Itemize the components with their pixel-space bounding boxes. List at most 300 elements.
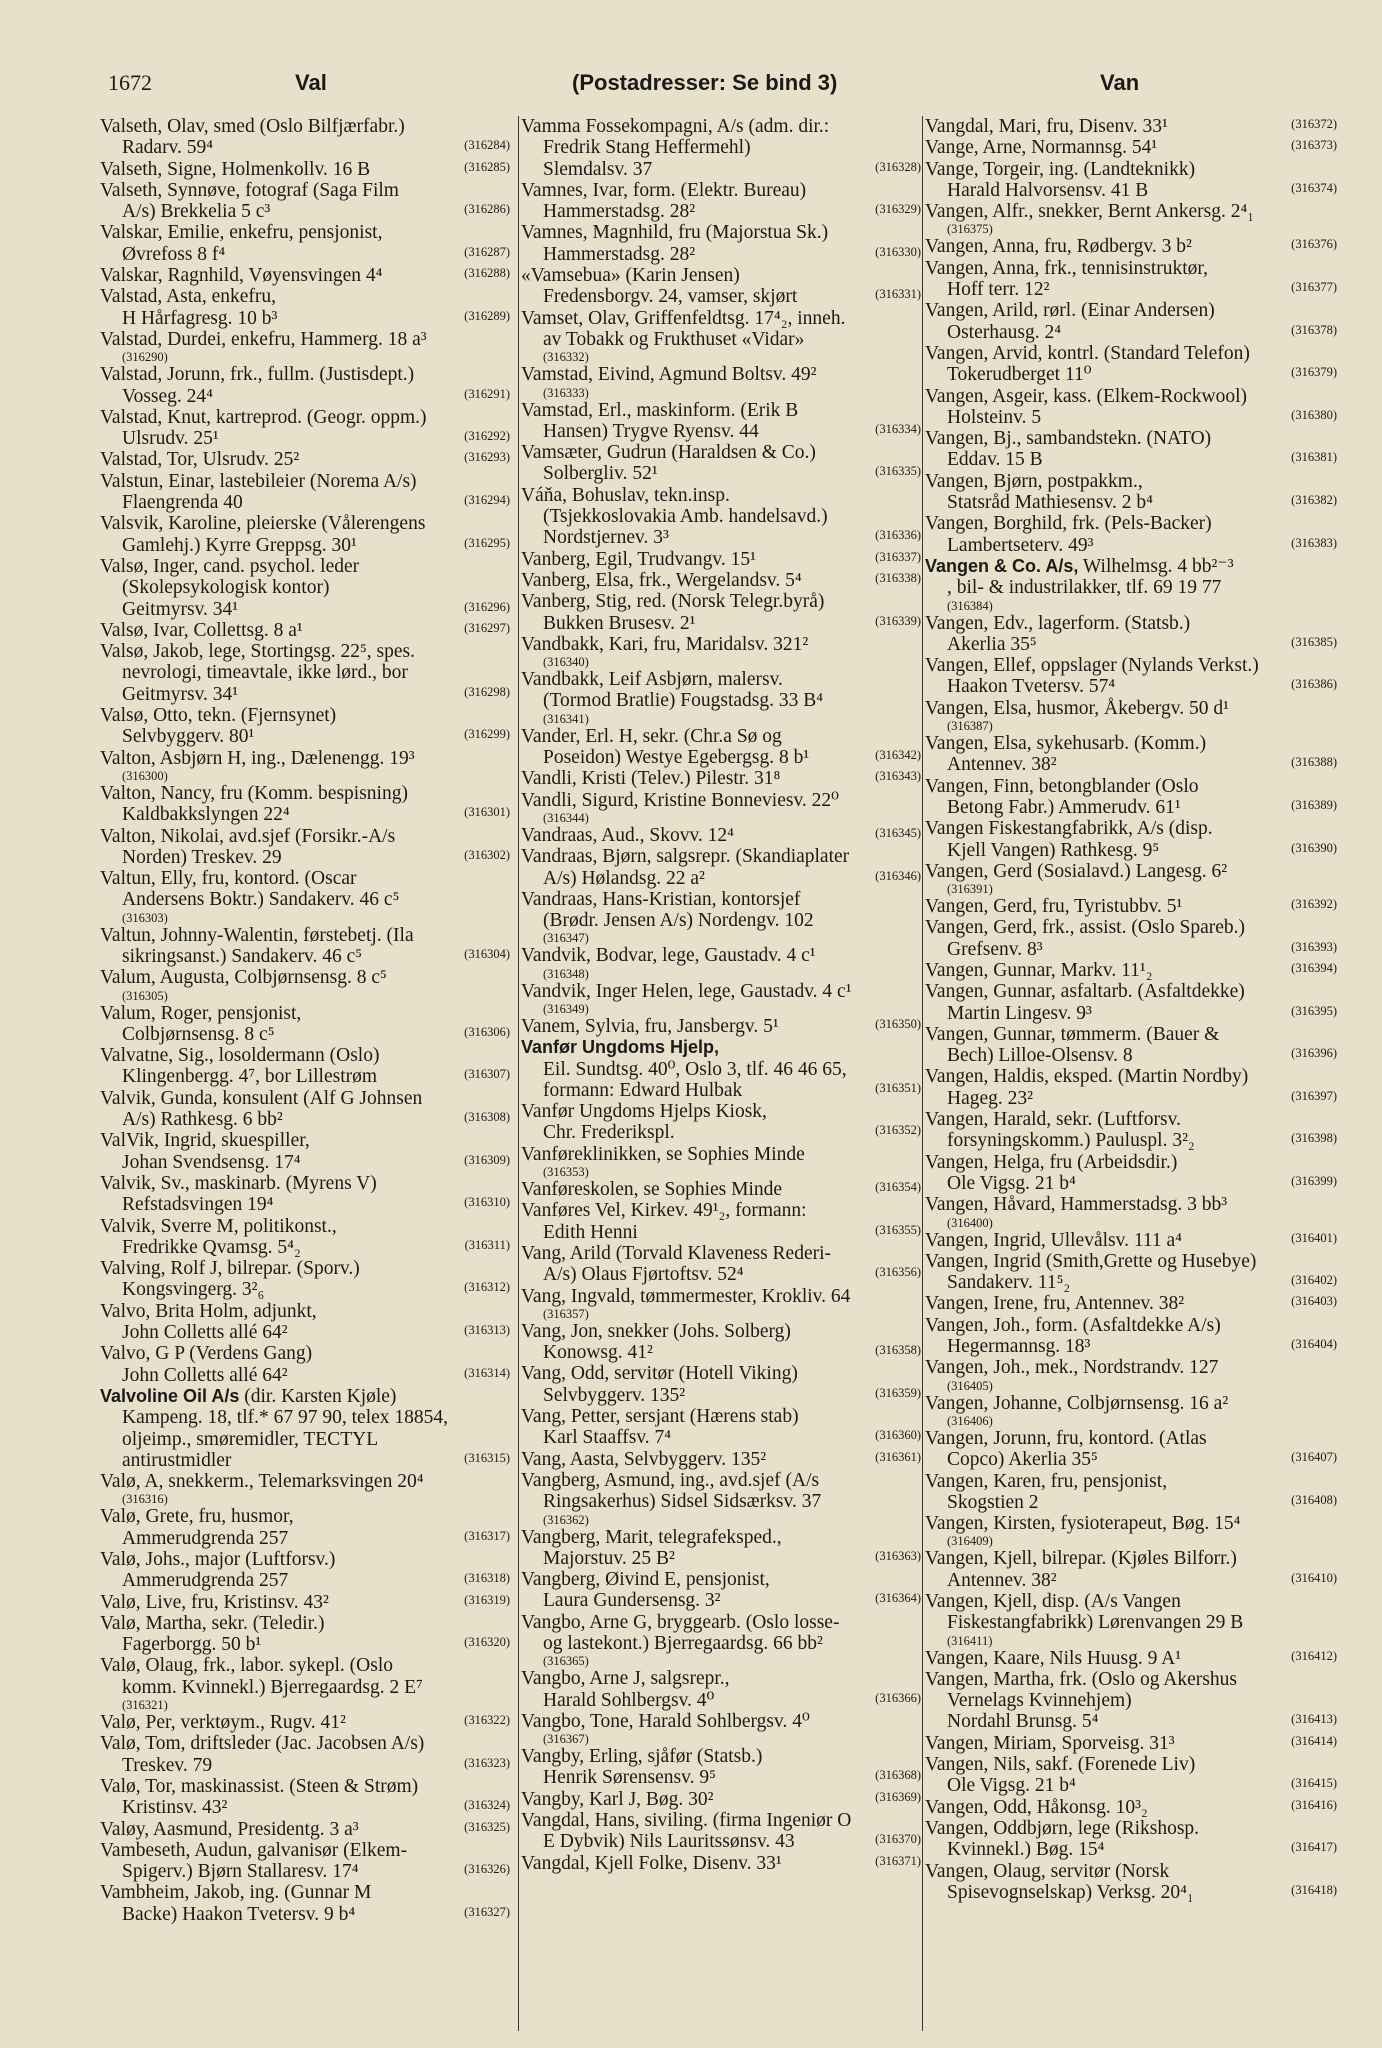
directory-entry <box>925 1251 1339 1294</box>
entry-line: E Dybvik) Nils Lauritssønsv. 43 <box>543 1831 795 1853</box>
entry-line: Martin Lingesv. 9³ <box>947 1002 1092 1024</box>
entry-line: Vamsæter, Gudrun (Haraldsen & Co.) <box>521 442 816 464</box>
entry-phone-number: (316322) <box>464 1713 510 1728</box>
directory-entry <box>100 1045 512 1088</box>
entry-line: Vangen, Ingrid (Smith,Grette og Husebye) <box>925 1250 1257 1272</box>
directory-entry <box>100 783 512 826</box>
entry-line: Vangen, Elsa, sykehusarb. (Komm.) <box>925 733 1207 755</box>
entry-line: Vangen, Irene, fru, Antennev. 38² <box>925 1293 1185 1315</box>
entry-line: Valvik, Sverre M, politikonst., <box>100 1215 337 1237</box>
entry-line: Vernelags Kvinnehjem) <box>947 1690 1132 1712</box>
entry-line: Valseth, Signe, Holmenkollv. 16 B <box>100 158 371 180</box>
directory-entry <box>100 1613 512 1656</box>
entry-phone-number: (316315) <box>464 1450 510 1465</box>
entry-phone-number: (316284) <box>464 138 510 153</box>
directory-entry <box>925 116 1339 137</box>
directory-entry <box>100 329 512 364</box>
directory-entry <box>100 1549 512 1592</box>
entry-line: Vandbakk, Leif Asbjørn, malersv. <box>521 669 783 691</box>
directory-entry <box>521 846 923 889</box>
entry-phone-number: (316364) <box>875 1591 921 1606</box>
directory-entry <box>100 1216 512 1259</box>
entry-phone-number: (316415) <box>1291 1776 1337 1791</box>
entry-phone-number: (316328) <box>875 159 921 174</box>
entry-phone-number: (316298) <box>464 684 510 699</box>
entry-phone-number: (316295) <box>464 535 510 550</box>
entry-phone-number: (316291) <box>464 386 510 401</box>
directory-entry <box>925 236 1339 257</box>
entry-phone-number: (316393) <box>1291 939 1337 954</box>
entry-line: Valø, Tom, driftsleder (Jac. Jacobsen A/s) <box>100 1733 425 1755</box>
entry-phone-number: (316372) <box>1291 117 1337 131</box>
entry-phone-number: (316376) <box>1291 237 1337 252</box>
page-number: 1672 <box>108 70 152 95</box>
entry-phone-number: (316352) <box>875 1123 921 1138</box>
entry-line: forsyningskomm.) Pauluspl. 3²₂ <box>947 1130 1195 1152</box>
directory-entry <box>100 1655 512 1712</box>
directory-entry <box>100 1733 512 1776</box>
entry-line: Valstun, Einar, lastebileier (Norema A/s) <box>100 470 417 492</box>
directory-entry <box>925 698 1339 733</box>
entry-phone-number: (316369) <box>875 1789 921 1804</box>
directory-entry <box>925 1194 1339 1229</box>
entry-line: Fredrikke Qvamsg. 5⁴₂ <box>122 1236 301 1258</box>
entry-line: Valsø, Ivar, Collettsg. 8 a¹ <box>100 619 303 641</box>
entry-line: John Colletts allé 64² <box>122 1322 288 1344</box>
entry-phone-number: (316297) <box>464 620 510 635</box>
entry-phone-number: (316363) <box>875 1548 921 1563</box>
entry-phone-number: (316321) <box>122 1698 168 1713</box>
entry-phone-number: (316385) <box>1291 634 1337 649</box>
entry-line: Vangen, Gerd (Sosialavd.) Langesg. 6² <box>925 860 1228 882</box>
entry-line: «Vamsebua» (Karin Jensen) <box>521 265 740 287</box>
entry-phone-number: (316417) <box>1291 1840 1337 1855</box>
entry-line: Vangen, Helga, fru (Arbeidsdir.) <box>925 1151 1178 1173</box>
entry-line: A/s) Olaus Fjørtoftsv. 52⁴ <box>543 1264 744 1286</box>
entry-line: Vangen, Edv., lagerform. (Statsb.) <box>925 612 1191 634</box>
directory-entry <box>925 861 1339 896</box>
entry-line: Hageg. 23² <box>947 1087 1033 1109</box>
entry-phone-number: (316348) <box>543 966 589 981</box>
directory-entry <box>521 591 923 634</box>
entry-line: Ammerudgrenda 257 <box>122 1527 289 1549</box>
entry-line: Valø, Grete, fru, husmor, <box>100 1506 294 1528</box>
entry-phone-number: (316378) <box>1291 322 1337 337</box>
entry-line: Vang, Arild (Torvald Klaveness Rederi- <box>521 1242 832 1264</box>
entry-line: sikringsanst.) Sandakerv. 46 c⁵ <box>122 945 363 967</box>
entry-line: Vangen, Jorunn, fru, kontord. (Atlas <box>925 1427 1207 1449</box>
entry-line: Vangen, Joh., form. (Asfaltdekke A/s) <box>925 1314 1221 1336</box>
entry-phone-number: (316311) <box>464 1237 510 1252</box>
entry-phone-number: (316398) <box>1291 1131 1337 1146</box>
entry-line: Vanberg, Stig, red. (Norsk Telegr.byrå) <box>521 591 825 613</box>
entry-phone-number: (316343) <box>875 769 921 784</box>
directory-entry <box>100 1130 512 1173</box>
directory-entry <box>100 620 512 641</box>
entry-line: Vamstad, Erl., maskinform. (Erik B <box>521 399 799 421</box>
entry-line: Hoff terr. 12² <box>947 279 1050 301</box>
directory-entry <box>925 613 1339 656</box>
entry-line: A/s) Rathkesg. 6 bb² <box>122 1109 283 1131</box>
directory-entry <box>521 669 923 726</box>
entry-line: Ulsrudv. 25¹ <box>122 428 219 450</box>
directory-entry <box>925 201 1339 236</box>
entry-phone-number: (316333) <box>543 385 589 400</box>
entry-phone-number: (316323) <box>464 1755 510 1770</box>
directory-entry <box>521 180 923 223</box>
directory-entry <box>100 449 512 470</box>
entry-phone-number: (316314) <box>464 1365 510 1380</box>
entry-phone-number: (316406) <box>947 1413 993 1428</box>
directory-entry <box>925 1066 1339 1109</box>
entry-line: Vanberg, Elsa, frk., Wergelandsv. 5⁴ <box>521 569 802 591</box>
directory-entry <box>925 896 1339 917</box>
directory-entry <box>100 826 512 869</box>
directory-entry <box>925 1648 1339 1669</box>
entry-line: Nordahl Brunsg. 5⁴ <box>947 1711 1099 1733</box>
entry-phone-number: (316293) <box>464 450 510 465</box>
entry-phone-number: (316289) <box>464 308 510 323</box>
entry-line: Vamstad, Eivind, Agmund Boltsv. 49² <box>521 364 817 386</box>
entry-line: Vang, Petter, sersjant (Hærens stab) <box>521 1406 799 1428</box>
entry-line: Vangen, Bjørn, postpakkm., <box>925 470 1143 492</box>
entry-line: Vangen, Martha, frk. (Oslo og Akershus <box>925 1668 1237 1690</box>
entry-phone-number: (316312) <box>464 1280 510 1295</box>
entry-phone-number: (316329) <box>875 202 921 217</box>
entry-phone-number: (316382) <box>1291 493 1337 508</box>
entry-line: Tokerudberget 11⁰ <box>947 364 1092 386</box>
directory-entry <box>521 1612 923 1669</box>
entry-line: Bech) Lilloe-Olsensv. 8 <box>947 1045 1133 1067</box>
directory-entry <box>925 343 1339 386</box>
directory-entry <box>925 1230 1339 1251</box>
entry-phone-number: (316370) <box>875 1832 921 1847</box>
directory-entry <box>521 364 923 399</box>
entry-line: Fredrik Stang Heffermehl) <box>543 137 751 159</box>
entry-phone-number: (316296) <box>464 599 510 614</box>
entry-line: Valsø, Jakob, lege, Stortingsg. 22⁵, spes. <box>100 641 415 663</box>
entry-phone-number: (316389) <box>1291 797 1337 812</box>
directory-entry <box>521 400 923 443</box>
entry-line: Valstad, Asta, enkefru, <box>100 286 276 308</box>
entry-line: (Skolepsykologisk kontor) <box>122 577 330 599</box>
entry-phone-number: (316338) <box>875 570 921 585</box>
entry-phone-number: (316409) <box>947 1534 993 1549</box>
entry-line: Andersens Boktr.) Sandakerv. 46 c⁵ <box>122 889 400 911</box>
entry-line: Valving, Rolf J, bilrepar. (Sporv.) <box>100 1258 360 1280</box>
entry-line: Betong Fabr.) Ammerudv. 61¹ <box>947 796 1181 818</box>
entry-line: Valsvik, Karoline, pleierske (Vålerengens <box>100 513 426 535</box>
entry-phone-number: (316339) <box>875 613 921 628</box>
entry-line: Selvbyggerv. 80¹ <box>122 726 255 748</box>
entry-phone-number: (316371) <box>875 1853 921 1868</box>
entry-phone-number: (316357) <box>543 1306 589 1321</box>
entry-line: Vangen, Kirsten, fysioterapeut, Bøg. 15⁴ <box>925 1513 1241 1535</box>
entry-phone-number: (316381) <box>1291 450 1337 465</box>
entry-line: Vangen, Arild, rørl. (Einar Andersen) <box>925 300 1215 322</box>
entry-line: Vangen, Gerd, frk., assist. (Oslo Spareb.) <box>925 917 1246 939</box>
entry-line: Vandli, Sigurd, Kristine Bonneviesv. 22⁰ <box>521 789 839 811</box>
entry-phone-number: (316286) <box>464 202 510 217</box>
directory-entry <box>925 1152 1339 1195</box>
directory-entry <box>521 1449 923 1470</box>
entry-line: Ammerudgrenda 257 <box>122 1570 289 1592</box>
directory-entry <box>925 1861 1339 1904</box>
entry-phone-number: (316349) <box>543 1001 589 1016</box>
entry-phone-number: (316395) <box>1291 1003 1337 1018</box>
entry-line: Vangen, Karen, fru, pensjonist, <box>925 1470 1168 1492</box>
directory-entry <box>100 116 512 159</box>
entry-phone-number: (316346) <box>875 868 921 883</box>
entry-line: Nordstjernev. 3³ <box>543 527 669 549</box>
entry-line: Antennev. 38² <box>947 1569 1057 1591</box>
entry-line: formann: Edward Hulbak <box>543 1079 743 1101</box>
entry-phone-number: (316301) <box>464 805 510 820</box>
entry-line: Skogstien 2 <box>947 1491 1039 1513</box>
entry-phone-number: (316387) <box>947 719 993 734</box>
directory-entry <box>521 1321 923 1364</box>
entry-phone-number: (316317) <box>464 1528 510 1543</box>
entry-line: Vangen, Gunnar, Markv. 11¹₂ <box>925 959 1153 981</box>
directory-entry <box>925 655 1339 698</box>
entry-phone-number: (316397) <box>1291 1088 1337 1103</box>
entry-line: Bukken Brusesv. 2¹ <box>543 612 696 634</box>
entry-line: Vangen Fiskestangfabrikk, A/s (disp. <box>925 818 1213 840</box>
entry-line: nevrologi, timeavtale, ikke lørd., bor <box>122 662 408 684</box>
directory-entry <box>521 1144 923 1179</box>
directory-entry <box>100 286 512 329</box>
entry-line: Holsteinv. 5 <box>947 406 1042 428</box>
entry-phone-number: (316308) <box>464 1110 510 1125</box>
entry-line: Selvbyggerv. 135² <box>543 1384 686 1406</box>
entry-line: Vangen, Oddbjørn, lege (Rikshosp. <box>925 1817 1200 1839</box>
directory-entry <box>521 634 923 669</box>
entry-line: og lastekont.) Bjerregaardsg. 66 bb² <box>543 1633 823 1654</box>
entry-line: Vandraas, Bjørn, salgsrepr. (Skandiaplater <box>521 846 850 868</box>
entry-line: Valø, Johs., major (Luftforsv.) <box>100 1549 336 1570</box>
entry-line: Antennev. 38² <box>947 754 1057 776</box>
directory-entry <box>521 889 923 946</box>
entry-line: Vamma Fossekompagni, A/s (adm. dir.: <box>521 116 830 137</box>
entry-line: Vosseg. 24⁴ <box>122 385 213 407</box>
entry-phone-number: (316388) <box>1291 755 1337 770</box>
entry-phone-number: (316302) <box>464 847 510 862</box>
entry-line: John Colletts allé 64² <box>122 1364 288 1386</box>
entry-line: H Hårfagresg. 10 b³ <box>122 307 278 329</box>
entry-line: Vangen, Ingrid, Ullevålsv. 111 a⁴ <box>925 1229 1182 1251</box>
entry-line: Slemdalsv. 37 <box>543 158 653 180</box>
directory-entry <box>925 1754 1339 1797</box>
directory-entry <box>100 1343 512 1386</box>
entry-line: Valøy, Aasmund, Presidentg. 3 a³ <box>100 1818 359 1840</box>
directory-entry <box>925 917 1339 960</box>
entry-line: Fagerborgg. 50 b¹ <box>122 1634 262 1656</box>
directory-entry <box>521 116 923 180</box>
directory-entry <box>100 1088 512 1131</box>
directory-entry <box>521 442 923 485</box>
entry-line: Váňa, Bohuslav, tekn.insp. <box>521 484 730 506</box>
entry-line: Copco) Akerlia 35⁵ <box>947 1449 1098 1471</box>
entry-line: Geitmyrsv. 34¹ <box>122 683 239 705</box>
entry-line: Klingenbergg. 4⁷, bor Lillestrøm <box>122 1066 378 1088</box>
directory-entry <box>100 1003 512 1046</box>
directory-entry <box>925 471 1339 514</box>
entry-line: , bil- & industrilakker, tlf. 69 19 77 <box>947 577 1222 599</box>
entry-phone-number: (316304) <box>464 946 510 961</box>
entry-line: Vangen, Odd, Håkonsg. 10³₂ <box>925 1796 1148 1818</box>
directory-entry <box>100 364 512 407</box>
entry-phone-number: (316390) <box>1291 840 1337 855</box>
entry-line: Valø, Live, fru, Kristinsv. 43² <box>100 1591 329 1613</box>
entry-line: Vander, Erl. H, sekr. (Chr.a Sø og <box>521 725 782 747</box>
entry-phone-number: (316356) <box>875 1265 921 1280</box>
entry-line: Vangen, Elsa, husmor, Åkebergv. 50 d¹ <box>925 697 1230 719</box>
entry-line: Vangen, Nils, sakf. (Forenede Liv) <box>925 1754 1196 1776</box>
entry-phone-number: (316313) <box>464 1323 510 1338</box>
entry-phone-number: (316354) <box>875 1180 921 1195</box>
entry-line: Vangen, Olaug, servitør (Norsk <box>925 1860 1170 1882</box>
directory-entry <box>100 222 512 265</box>
entry-line: Vandbakk, Kari, fru, Maridalsv. 321² <box>521 633 809 655</box>
entry-line: Refstadsvingen 19⁴ <box>122 1194 274 1216</box>
entry-line: Vangen, Kaare, Nils Huusg. 9 A¹ <box>925 1647 1182 1669</box>
entry-phone-number: (316410) <box>1291 1570 1337 1585</box>
entry-line: Vang, Odd, servitør (Hotell Viking) <box>521 1363 798 1385</box>
entry-line: Vange, Arne, Normannsg. 54¹ <box>925 137 1158 159</box>
entry-line: Hegermannsg. 18³ <box>947 1336 1091 1358</box>
entry-phone-number: (316373) <box>1291 138 1337 153</box>
entry-line: Valton, Asbjørn H, ing., Dælenengg. 19³ <box>100 747 415 769</box>
column-1 <box>100 116 512 1925</box>
directory-entry <box>100 1258 512 1301</box>
entry-line: Valseth, Olav, smed (Oslo Bilfjærfabr.) <box>100 116 405 137</box>
entry-phone-number: (316347) <box>543 931 589 946</box>
directory-entry <box>100 1506 512 1549</box>
directory-entry <box>100 1471 512 1506</box>
directory-entry <box>100 407 512 450</box>
directory-entry <box>100 1712 512 1733</box>
entry-line: Grefsenv. 8³ <box>947 938 1043 960</box>
directory-entry <box>521 768 923 789</box>
entry-phone-number: (316358) <box>875 1343 921 1358</box>
entry-line: Fiskestangfabrikk) Lørenvangen 29 B <box>947 1612 1244 1634</box>
entry-line: Vangen, Joh., mek., Nordstrandv. 127 <box>925 1357 1219 1379</box>
entry-phone-number: (316379) <box>1291 365 1337 380</box>
entry-phone-number: (316384) <box>947 598 993 613</box>
entry-line: Vanfør Ungdoms Hjelp, <box>521 1037 720 1058</box>
entry-line: Valvo, Brita Holm, adjunkt, <box>100 1300 317 1322</box>
entry-phone-number: (316413) <box>1291 1712 1337 1727</box>
entry-line: Vangen, Anna, fru, Rødbergv. 3 b² <box>925 236 1192 258</box>
directory-entry <box>925 1293 1339 1314</box>
directory-entry <box>100 556 512 620</box>
directory-entry <box>925 1669 1339 1733</box>
entry-line: Vangberg, Marit, telegrafeksped., <box>521 1526 782 1548</box>
entry-line: Harald Sohlbergsv. 4⁰ <box>543 1689 715 1711</box>
entry-line: Ringsakerhus) Sidsel Sidsærksv. 37 <box>543 1491 822 1513</box>
entry-phone-number: (316368) <box>875 1768 921 1783</box>
entry-phone-number: (316402) <box>1291 1273 1337 1288</box>
entry-line: Vangen, Bj., sambandstekn. (NATO) <box>925 428 1212 450</box>
entry-line: Vandraas, Aud., Skovv. 12⁴ <box>521 824 734 846</box>
entry-line: Laura Gundersensg. 3² <box>543 1590 721 1612</box>
entry-phone-number: (316326) <box>464 1862 510 1877</box>
entry-line: oljeimp., smøremidler, TECTYL <box>122 1428 379 1450</box>
entry-phone-number: (316342) <box>875 748 921 763</box>
entry-line: A/s) Brekkelia 5 c³ <box>122 201 271 223</box>
entry-line: Vangen, Gunnar, tømmerm. (Bauer & <box>925 1023 1220 1045</box>
entry-phone-number: (316414) <box>1291 1733 1337 1748</box>
entry-phone-number: (316412) <box>1291 1648 1337 1663</box>
entry-phone-number: (316366) <box>875 1690 921 1705</box>
entry-line: Vangen, Finn, betongblander (Oslo <box>925 775 1199 797</box>
directory-entry <box>925 1315 1339 1358</box>
entry-line: Haakon Tvetersv. 57⁴ <box>947 676 1116 698</box>
entry-phone-number: (316303) <box>122 910 168 925</box>
directory-entry <box>521 1470 923 1527</box>
entry-line: Hansen) Trygve Ryensv. 44 <box>543 420 759 442</box>
entry-line: Valtun, Johnny-Walentin, førstebetj. (Ila <box>100 924 414 946</box>
directory-entry <box>521 485 923 549</box>
directory-entry <box>925 1471 1339 1514</box>
entry-line: Vangen, Håvard, Hammerstadsg. 3 bb³ <box>925 1194 1228 1216</box>
directory-entry <box>521 1746 923 1789</box>
directory-entry <box>925 159 1339 202</box>
directory-entry <box>925 1733 1339 1754</box>
directory-entry <box>521 1789 923 1810</box>
entry-phone-number: (316307) <box>464 1067 510 1082</box>
entry-phone-number: (316290) <box>122 350 168 365</box>
entry-line: Lambertseterv. 49³ <box>947 534 1094 556</box>
entry-phone-number: (316365) <box>543 1654 589 1669</box>
entry-line: Vanberg, Egil, Trudvangv. 15¹ <box>521 548 756 570</box>
entry-phone-number: (316396) <box>1291 1046 1337 1061</box>
entry-line: Kaldbakkslyngen 22⁴ <box>122 804 290 826</box>
directory-entry <box>925 300 1339 343</box>
entry-line: Vangby, Karl J, Bøg. 30² <box>521 1788 714 1810</box>
entry-phone-number: (316325) <box>464 1819 510 1834</box>
directory-entry <box>521 1810 923 1853</box>
entry-line: Valton, Nancy, fru (Komm. bespisning) <box>100 782 408 804</box>
entry-line: Johan Svendsensg. 17⁴ <box>122 1151 301 1173</box>
entry-line: Valø, A, snekkerm., Telemarksvingen 20⁴ <box>100 1471 424 1493</box>
entry-line: Valton, Nikolai, avd.sjef (Forsikr.-A/s <box>100 825 396 847</box>
entry-line: Valstad, Tor, Ulsrudv. 25² <box>100 449 300 471</box>
entry-line: Geitmyrsv. 34¹ <box>122 598 239 620</box>
entry-line: Vambheim, Jakob, ing. (Gunnar M <box>100 1882 372 1904</box>
header-right-word: Van <box>1100 70 1140 95</box>
entry-line: Vangen, Arvid, kontrl. (Standard Telefon) <box>925 342 1250 364</box>
entry-line: Valsø, Otto, tekn. (Fjernsynet) <box>100 705 337 727</box>
directory-entry <box>925 1393 1339 1428</box>
entry-phone-number: (316411) <box>947 1633 993 1648</box>
entry-line: Vang, Ingvald, tømmermester, Krokliv. 64 <box>521 1285 851 1307</box>
entry-line: Øvrefoss 8 f⁴ <box>122 243 226 265</box>
directory-entry <box>521 1179 923 1200</box>
entry-phone-number: (316336) <box>875 528 921 543</box>
directory-entry <box>925 776 1339 819</box>
directory-entry <box>521 1668 923 1711</box>
entry-line: Valseth, Synnøve, fotograf (Saga Film <box>100 179 399 201</box>
entry-phone-number: (316334) <box>875 421 921 436</box>
entry-line: ValVik, Ingrid, skuespiller, <box>100 1130 310 1152</box>
entry-line: Kampeng. 18, tlf.* 67 97 90, telex 18854, <box>122 1407 449 1429</box>
entry-line: Eddav. 15 B <box>947 449 1043 471</box>
entry-line: Vandraas, Hans-Kristian, kontorsjef <box>521 888 801 910</box>
directory-entry <box>521 1853 923 1874</box>
directory-entry <box>925 818 1339 861</box>
entry-line: Valø, Martha, sekr. (Teledir.) <box>100 1612 325 1634</box>
